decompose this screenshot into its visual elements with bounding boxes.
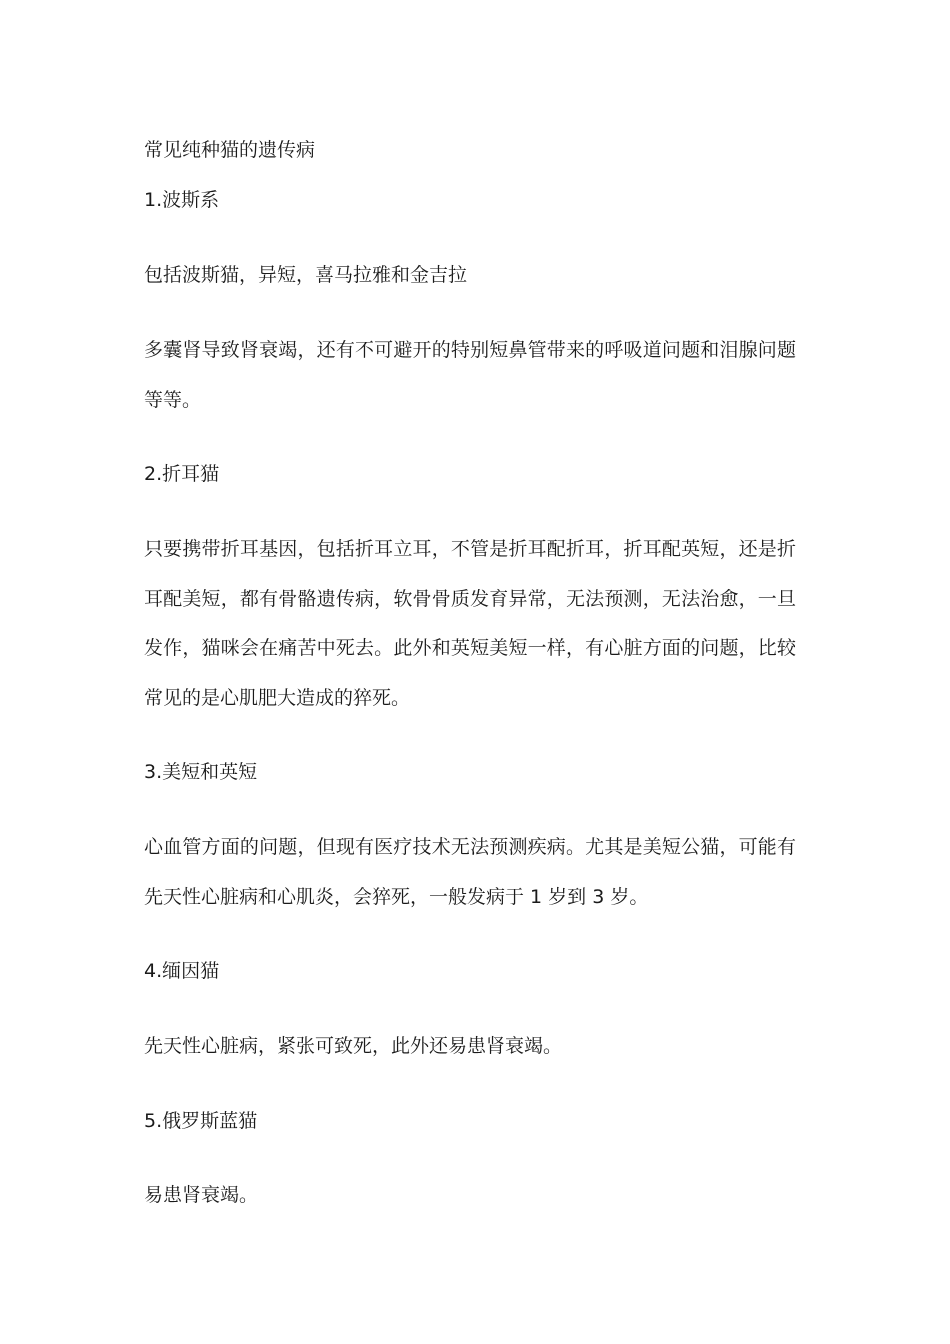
paragraph-line: 只要携带折耳基因，包括折耳立耳，不管是折耳配折耳，折耳配英短，还是折 [144, 538, 796, 560]
section-heading-russian-blue: 5.俄罗斯蓝猫 [144, 1110, 258, 1132]
section-heading-persian: 1.波斯系 [144, 189, 220, 211]
paragraph-line: 等等。 [144, 389, 202, 411]
section-heading-maine-coon: 4.缅因猫 [144, 960, 220, 982]
paragraph-line: 多囊肾导致肾衰竭，还有不可避开的特别短鼻管带来的呼吸道问题和泪腺问题 [144, 339, 796, 361]
paragraph-line: 心血管方面的问题，但现有医疗技术无法预测疾病。尤其是美短公猫，可能有 [144, 836, 796, 858]
paragraph-line: 常见的是心肌肥大造成的猝死。 [144, 687, 411, 709]
paragraph-line: 包括波斯猫，异短，喜马拉雅和金吉拉 [144, 264, 468, 286]
paragraph-line: 耳配美短，都有骨骼遗传病，软骨骨质发育异常，无法预测，无法治愈，一旦 [144, 588, 796, 610]
section-heading-scottish-fold: 2.折耳猫 [144, 463, 220, 485]
paragraph-line: 易患肾衰竭。 [144, 1184, 259, 1206]
document-title: 常见纯种猫的遗传病 [144, 139, 316, 161]
section-heading-shorthair: 3.美短和英短 [144, 761, 258, 783]
paragraph-line: 发作，猫咪会在痛苦中死去。此外和英短美短一样，有心脏方面的问题，比较 [144, 637, 796, 659]
paragraph-line: 先天性心脏病，紧张可致死，此外还易患肾衰竭。 [144, 1035, 563, 1057]
paragraph-line: 先天性心脏病和心肌炎，会猝死，一般发病于 1 岁到 3 岁。 [144, 886, 649, 908]
